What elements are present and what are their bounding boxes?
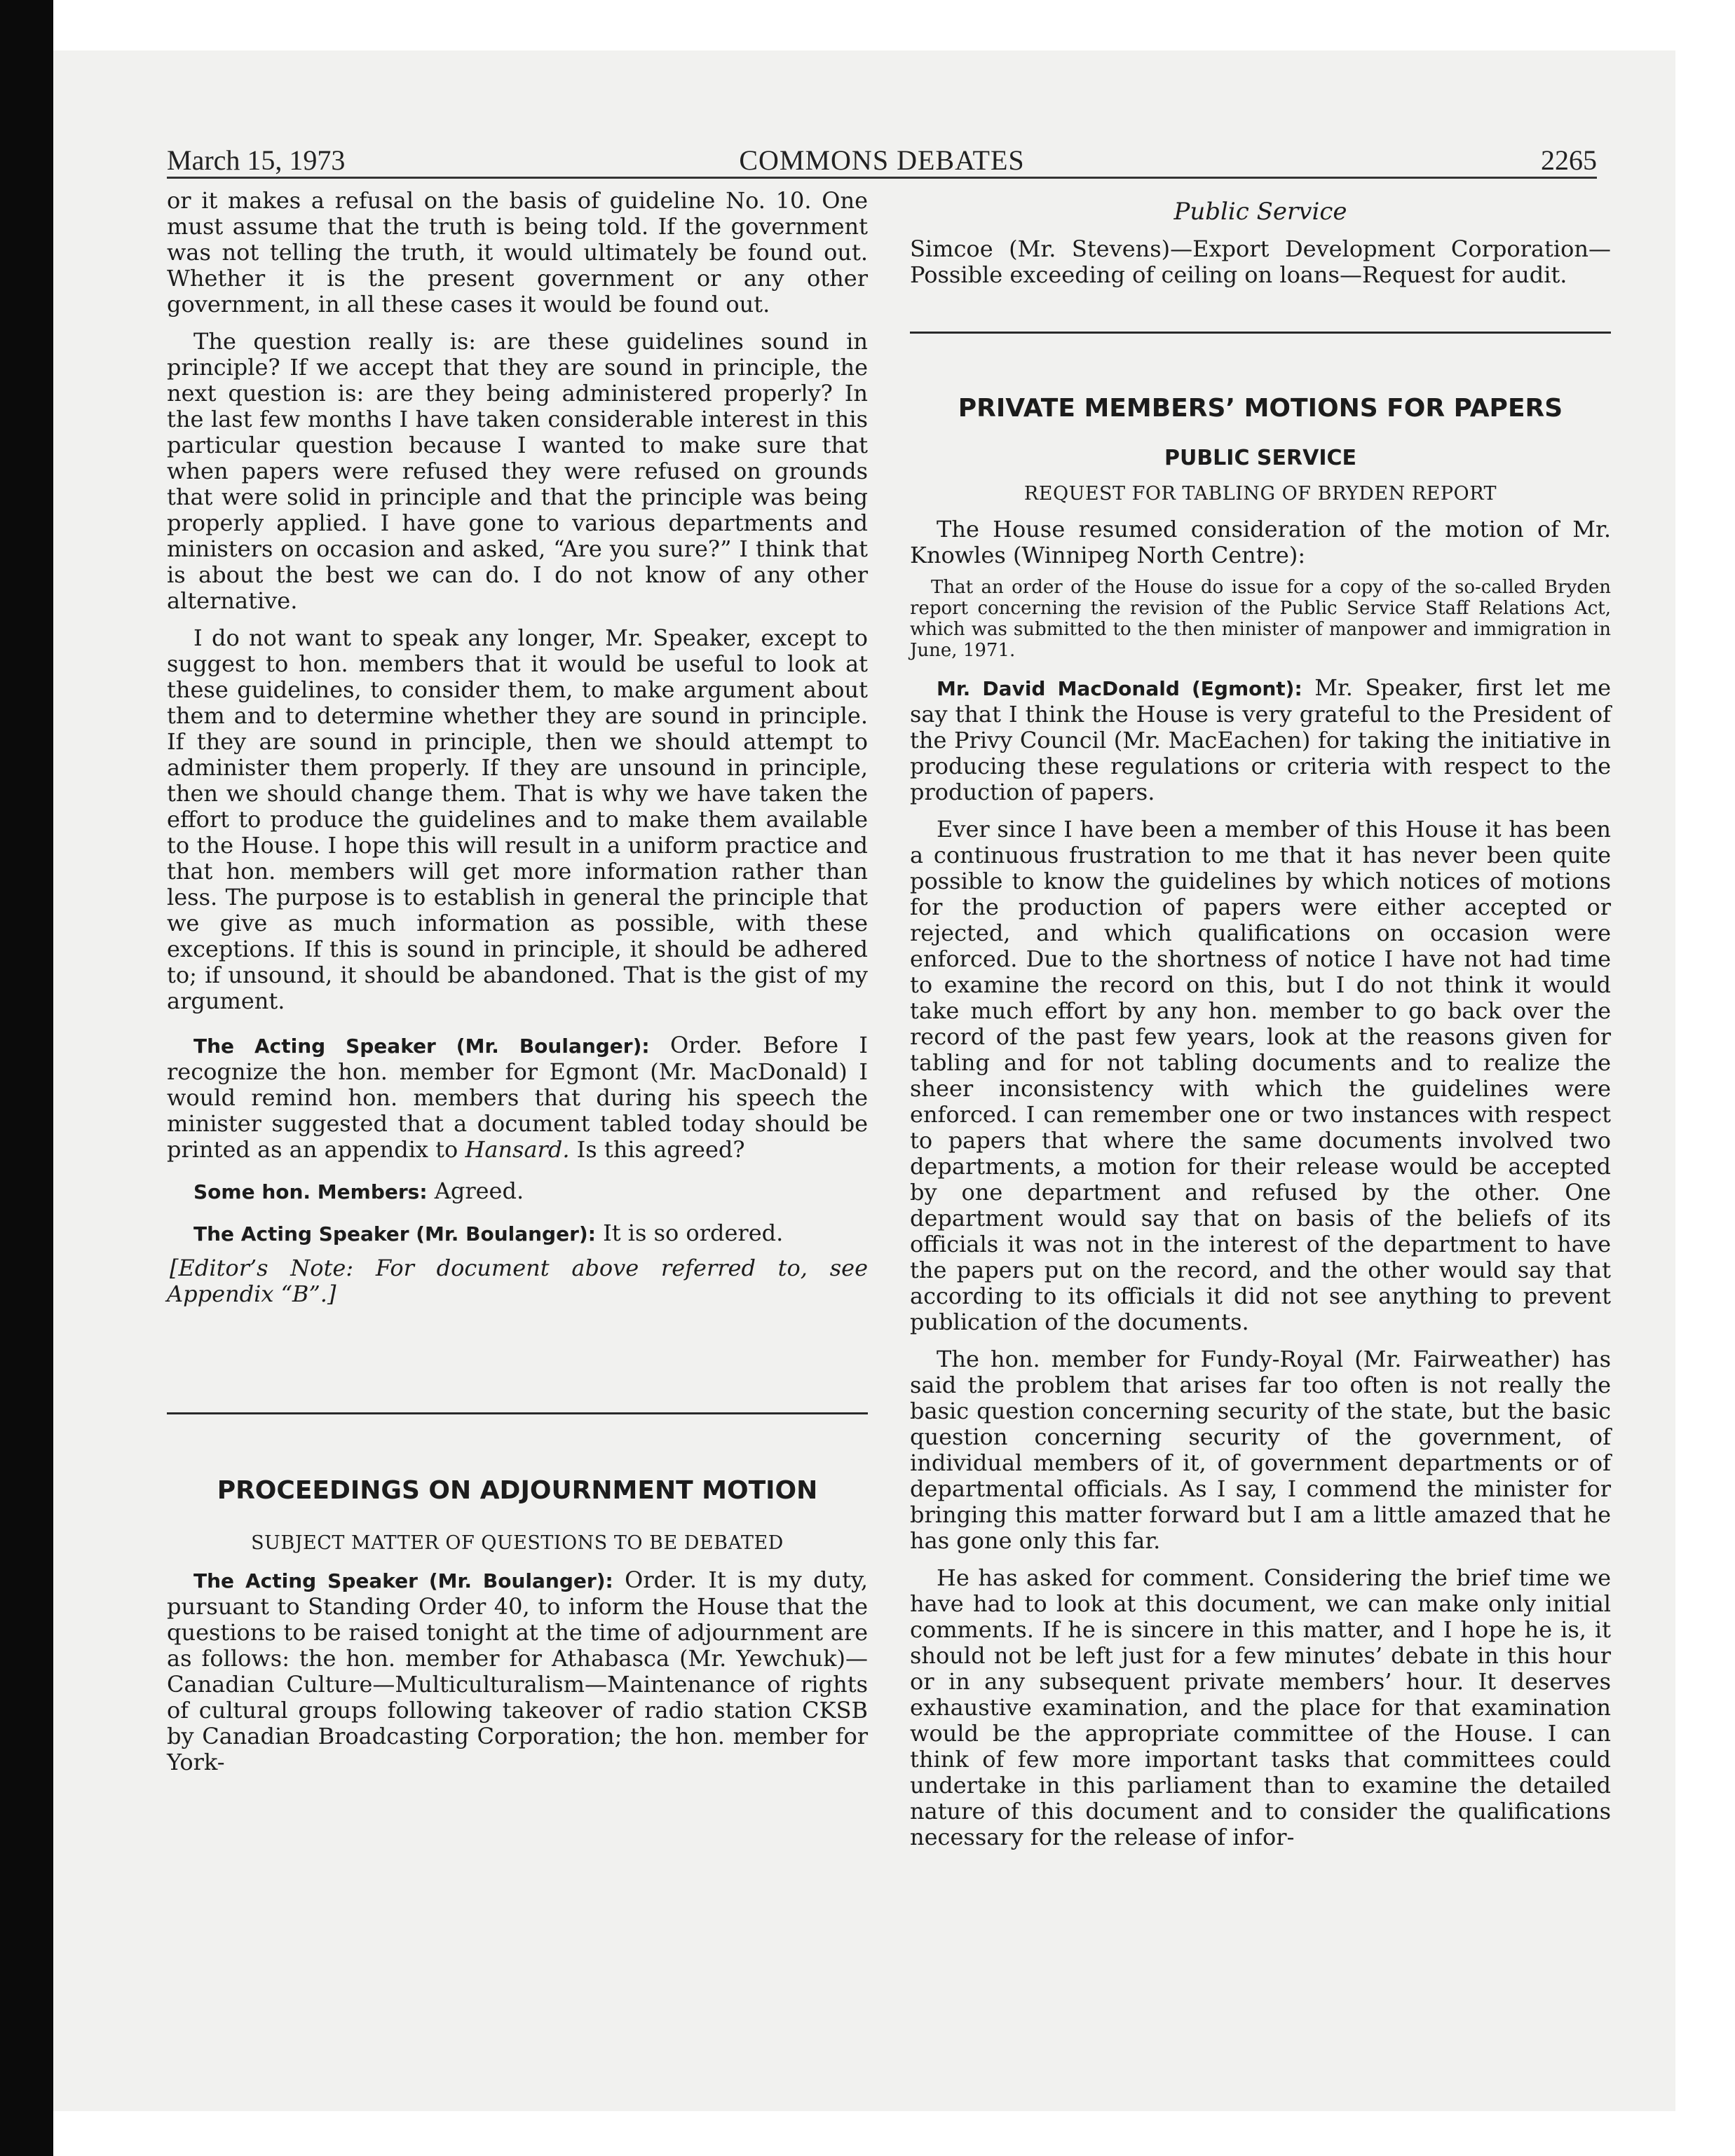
paragraph: Ever since I have been a member of this House it has been a continuous frustration to me that it has never been quite possible to know the guidelines by which notices of motions for the production of papers were either accepted or rejected, and which qualifications on occasion were enforced. Due to the shortness of notice I have not had time to examine the record on this, but I do not think it would take much effort by any hon. member to go back over the record of the past few years, look at the reasons given for tabling and for not tabling documents and to realize the sheer inconsistency with which the guidelines were enforced. I can remember one or two instances with respect to papers that where the same documents involved two departments, a motion for their release would be accepted by one department and refused by the other. One department would say that on basis of the beliefs of its officials it was not in the interest of the department to have the papers put on the record, and the other would say that according to its officials it did not see anything to prevent publication of the documents. (910, 816, 1611, 1335)
speech-text: It is so ordered. (603, 1220, 784, 1246)
running-head: Public Service (1173, 198, 1347, 226)
motion-text: That an order of the House do issue for a copy of the so-called Bryden report concerning the revision of the Public Service Staff Relations Act, which was submitted to the then minister of manpower and immigration in June, 1971. (910, 577, 1611, 661)
paragraph: or it makes a refusal on the basis of guideline No. 10. One must assume that the truth is being told. If the government was not telling the truth, it would ultimately be found out. Whether it is the present government or any other government, in all these cases it would be found out. (167, 187, 868, 318)
speaker-name: The Acting Speaker (Mr. Boulanger): (193, 1569, 613, 1592)
page-header (167, 144, 1597, 177)
header-page-number: 2265 (1541, 144, 1597, 176)
speaker-name: The Acting Speaker (Mr. Boulanger): (193, 1035, 650, 1058)
left-column (167, 188, 868, 1775)
speech-text: Order. Before I recognize the hon. member for Egmont (Mr. MacDonald) I would remind hon. members that during his speech the minister suggested that a document tabled today should be printed as an appendix to (167, 1032, 869, 1163)
speech-paragraph (167, 1178, 868, 1205)
speech-text: Mr. Speaker, first let me say that I think the House is very grateful to the President of the Privy Council (Mr. MacEachen) for taking the initiative in producing these regulations or criteria with respect to the production of papers. (910, 674, 1612, 805)
section-subheading: SUBJECT MATTER OF QUESTIONS TO BE DEBATED (251, 1532, 784, 1554)
paragraph: Simcoe (Mr. Stevens)—Export Development Corporation—Possible exceeding of ceiling on loans—Request for audit. (910, 236, 1611, 288)
speaker-name: The Acting Speaker (Mr. Boulanger): (193, 1222, 596, 1246)
paragraph: The House resumed consideration of the motion of Mr. Knowles (Winnipeg North Centre): (910, 516, 1611, 568)
speech-italic: Hansard. (465, 1136, 570, 1163)
paragraph: I do not want to speak any longer, Mr. Speaker, except to suggest to hon. members that it would be useful to look at these guidelines, to consider them, to make argument about them and to determine whether they are sound in principle. If they are sound in principle, then we should attempt to administer them properly. If they are unsound in principle, then we should change them. That is why we have taken the effort to produce the guidelines and to make them available to the House. I hope this will result in a uniform practice and that hon. members will get more information rather than less. The purpose is to establish in general the principle that we give as much information as possible, with these exceptions. If this is sound in principle, it should be adhered to; if unsound, it should be abandoned. That is the gist of my argument. (167, 625, 868, 1014)
document-page (167, 0, 1612, 2103)
section-heading: PRIVATE MEMBERS’ MOTIONS FOR PAPERS (958, 394, 1563, 423)
header-title: COMMONS DEBATES (739, 144, 1025, 176)
speech-paragraph (167, 1567, 868, 1775)
paragraph: The hon. member for Fundy-Royal (Mr. Fairweather) has said the problem that arises far too often is not really the basic question concerning security of the state, but the basic question concerning security of the government, of individual members of it, of government departments or of departmental officials. As I say, I commend the minister for bringing this matter forward but I am a little amazed that he has gone only this far. (910, 1346, 1611, 1554)
speech-paragraph (910, 675, 1611, 805)
paragraph: He has asked for comment. Considering the brief time we have had to look at this document, we can make only initial comments. If he is sincere in this matter, and I hope he is, it should not be left just for a few minutes’ debate in this hour or in any subsequent private members’ hour. It deserves exhaustive examination, and the place for that examination would be the appropriate committee of the House. I can think of few more important tasks that committees could undertake in this parliament than to examine the detailed nature of this document and to consider the qualifications necessary for the release of infor- (910, 1564, 1611, 1850)
subheading: PUBLIC SERVICE (1164, 446, 1357, 470)
speech-text: Order. It is my duty, pursuant to Standing Order 40, to inform the House that the questions to be raised tonight at the time of adjournment are as follows: the hon. member for Athabasca (Mr. Yewchuk)—Canadian Culture—Multiculturalism—Maintenance of rights of cultural groups following takeover of radio station CKSB by Canadian Broadcasting Corporation; the hon. member for York- (167, 1567, 869, 1775)
scan-black-edge (0, 0, 53, 2156)
speech-text: Is this agreed? (576, 1136, 745, 1163)
paragraph: The question really is: are these guidelines sound in principle? If we accept that they are sound in principle, the next question is: are they being administered properly? In the last few months I have taken considerable interest in this particular question because I wanted to make sure that when papers were refused they were refused on grounds that were solid in principle and that the principle was being properly applied. I have gone to various departments and ministers on occasion and asked, “Are you sure?” I think that is about the best we can do. I do not know of any other alternative. (167, 328, 868, 614)
subheading: REQUEST FOR TABLING OF BRYDEN REPORT (1023, 483, 1497, 505)
speech-text: Agreed. (434, 1178, 524, 1204)
speech-paragraph (167, 1220, 868, 1247)
editor-note: [Editor’s Note: For document above referred to, see Appendix “B”.] (167, 1255, 868, 1307)
header-rule (167, 177, 1597, 179)
speaker-name: Mr. David MacDonald (Egmont): (937, 677, 1302, 700)
right-column (910, 184, 1611, 1850)
speech-paragraph (167, 1032, 868, 1163)
header-date: March 15, 1973 (167, 144, 346, 176)
section-heading: PROCEEDINGS ON ADJOURNMENT MOTION (217, 1476, 818, 1505)
speaker-name: Some hon. Members: (193, 1180, 428, 1203)
